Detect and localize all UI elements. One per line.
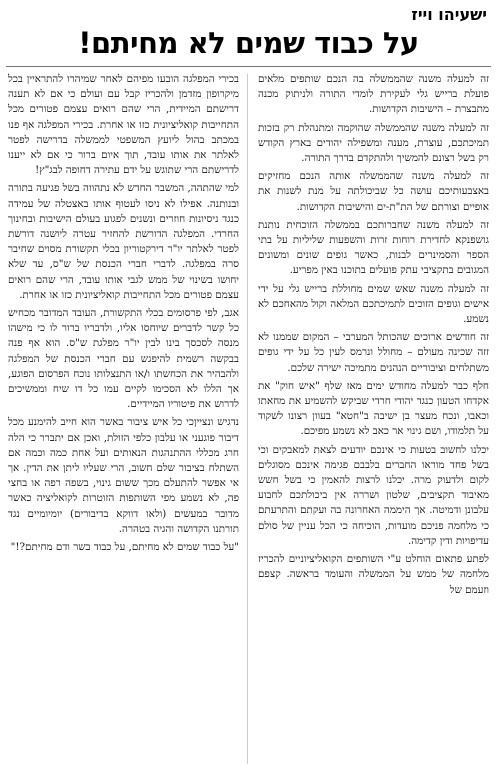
paragraph: זה למעלה משנה שהממשלה אותה הנכם מחזיקים באצבעותיכם עושה כל שביכולתה על מנת לשנות את אופיים וצורתם של הת"ת-ים והישיבות הקדושות. [258, 170, 489, 213]
paragraph: זה חודשים ארוכים שהכותל המערבי – המקום שממנו לא זזה שכינה מעולם – מחולל ונרמס לעין כל על ידי גופים משתלחים וציבוריים הנהנים מתמיכה ישירה שלכם. [258, 331, 489, 374]
article-body [8, 72, 489, 766]
headline-divider [6, 66, 491, 67]
article-headline: על כבוד שמים לא מחיתם! [78, 26, 419, 60]
paragraph: בכירי המפלגה הובעו מפיהם לאחר שמיהרו להתראיין בכל מיקרופון מזדמן ולהכריז קבל עם ועולם כי אם לא תענה דרישתם המיידית, הרי שהם רואים עצמם פטורים מכל התחייבות קואליציונית כזו או אחרת. בכירי המפלגה אף פנו במכתב בהול ליועץ המשפטי לממשלה בדרישה לפטר לאלתר את אותו עובד, תוך איום ברור כי אם לא ייענו לדרישתם הרי שתוגש על ידם עתירה דחופה לבג"ץ! [8, 73, 239, 177]
paragraph: זה למעלה משנה שהממשלה בה הנכם שותפים מלאים פועלת ברייש גלי לעקירת לומדי התורה ולניתוק מכנה מתבצרת – הישיבות הקדושות. [258, 73, 489, 116]
paragraph: זה למעלה משנה שהממשלה שהוקמה ומתנהלת רק בזכות תמיכתכם, עוצרת, מענה ומשפילה יהודים בארץ הקודש רק בשל רצונם להמשיך ולהתקדם בדרך התורה. [258, 121, 489, 165]
paragraph: אגב, לפי פרסומים בכלי התקשורת, העובד המדובר מכחיש כל קשר לדברים שיוחסו אליו, ולדבריו ברור לו כי מישהו מנסה לסכסך בינו לבין יו"ר מפלגת ש"ס. הוא אף פנה בבקשה רשמית להיפגש עם חברי הכנסת של המפלגה ולהבהיר את הכחשתו ו/או התנצלותו נוכח הפרסום הפוגע, אך הללו לא הסכימו לקיים עמו כל דו שיח וממשיכים לדרוש את פיטוריו המיידיים. [8, 307, 239, 411]
paragraph: לפתע פתאום הוחלט ע"י השותפים הקואליציוניים להכריז מלחמה של ממש על הממשלה והעומד בראשה. קצפם וזעמם של [258, 553, 489, 596]
author-name: ישעיהו וייז [411, 5, 487, 24]
left-column [8, 72, 239, 766]
right-column [258, 72, 489, 766]
column-divider [247, 74, 248, 764]
paragraph: נדגיש ונצייןכי כל איש ציבור באשר הוא חייב להימנע מכל דיבור פוגעני או עלבון כלפי הזולת, ואכן אם יתברר כי הלה חרג מכללי ההתנהגות הנאותים ועל אחת כמה וכמה אם השתלח בציבור שלם חשוב, הרי שעליו ליתן את הדין. אך אי אפשר להתעלם מכך ששום גינוי, בשפה רפה או בחצי פה, לא נשמע מפי השותפות הזוטרות לקואליציה כאשר מדובר במעשים (ולאו דווקא בדיבורים) יומיומיים נגד תורתנו הקדושה והגיה בטהרה. [8, 416, 239, 535]
paragraph: זה למעלה משנה שאש שמים מחוללת ברייש גלי על ידי אישים וגופים הזוכים לתמיכתכם המלאה וקול מהאחכם לא נשמע. [258, 282, 489, 326]
paragraph: למי שהתהה, המשבר החדש לא נתהווה בשל פגיעה בתורה ובנותנה. אפילו לא ניסו לעטוף אותו באצטלה של עמידה כנגד ניסיונות חוזרים ונשנים לפגוע בעולם הישיבות ובחינוך החרדי. המפלגה הדורשת להחזיר עטרה ליושנה דורשת לפטר לאלתר יו"ר דירקטוריון בכלי תקשורת מסוים שחיבר סרה במפלגה. לדברי חברי הכנסת של ש"ס, עד שלא יחושו בשינוי של ממש לגבי אותו עובד, הרי שהם רואים עצמם פטורים מכל התחייבות קואליציונית כזו או אחרת. [8, 182, 239, 301]
closing-quote: "על כבוד שמים לא מחיתם, על כבוד בשר ודם מחיתם?!" [10, 541, 239, 554]
paragraph: יכלנו לחשוב בטעות כי אינכם יודעים לצאת למאבקים וכי בשל פחד מוראו החברים בלבבם פגימה אינכם מסוגלים לקום ולדעוק מרה. יכלנו לרצות להאמין כי בשל חשש מאיבוד תקציבים, שלטון ושררה אין ביכולתכם לחבוע עלבונן ודמיטה. אך היממה האחרונה בה ועקתם והתרעתם כי מלחמה פניכם מועדות, הוכיחה כי הכל עניין של סולם עדיפויות ודין קדימה. [258, 443, 489, 547]
paragraph: זה למעלה משנה שחברותכם בממשלה הזוכחית נותנת גושפנקא לחדירת רוחות זרות והשפעות שליליות על בתי הספר והסמינרים לבנות, כאשר גופים שונים ומשונים המגובים בתקציבי עתק פועלים בתוכנו באין מפריע. [258, 218, 489, 277]
paragraph: חלף כבר למעלה מחודש ימים מאז שלף "איש חוק" את אקדחו הטעון כנגד יהודי חרדי שביקש להשמיע את מחאתו וכאבו, ונכח מעצר בן ישיבה ב"חטא" בעוון רצונו לשקוד על תלמודו, ושם גינוי אר כאב לא נשמע מפיכם. [258, 379, 489, 438]
